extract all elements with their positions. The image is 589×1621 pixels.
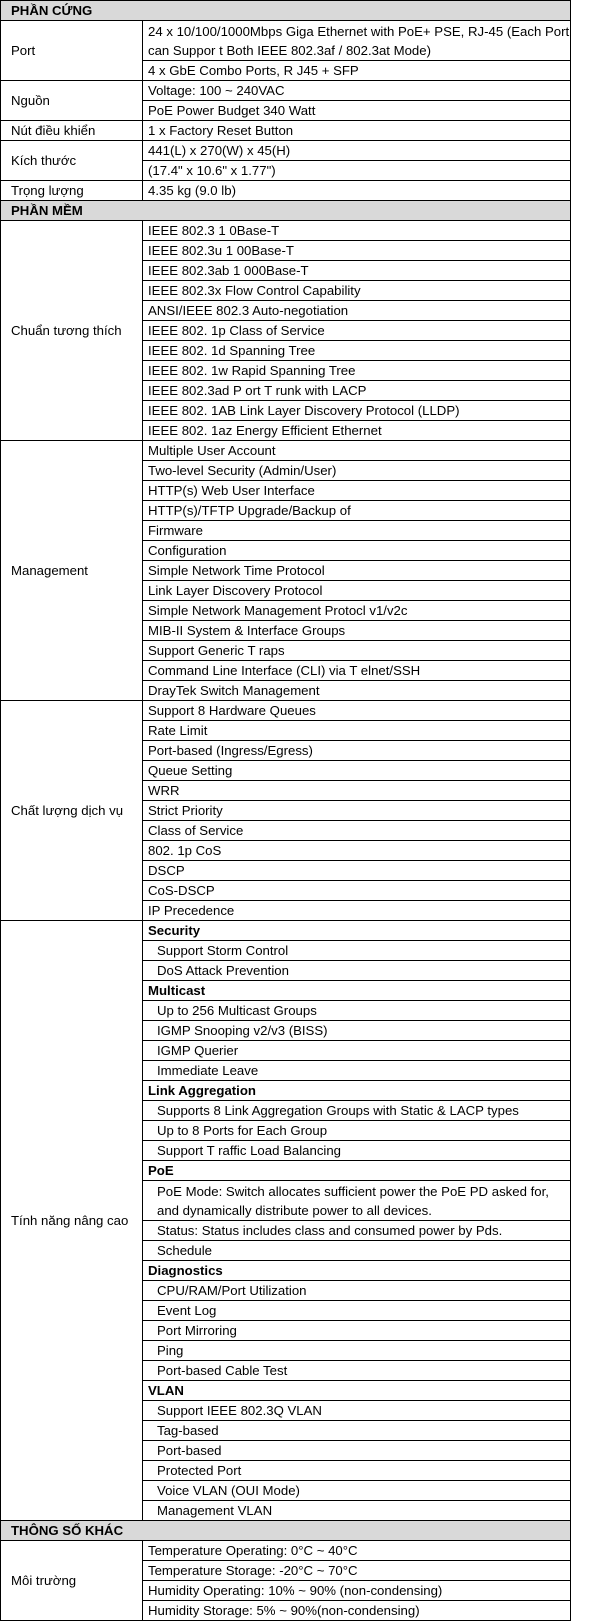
spec-value: IEEE 802. 1az Energy Efficient Ethernet <box>143 421 571 441</box>
spec-value: Event Log <box>143 1301 571 1321</box>
spec-value: Configuration <box>143 541 571 561</box>
spec-value: HTTP(s)/TFTP Upgrade/Backup of <box>143 501 571 521</box>
spec-value: IEEE 802. 1p Class of Service <box>143 321 571 341</box>
spec-value: Humidity Operating: 10% ~ 90% (non-condensing) <box>143 1581 571 1601</box>
spec-value: Support T raffic Load Balancing <box>143 1141 571 1161</box>
spec-value: Status: Status includes class and consumed power by Pds. <box>143 1221 571 1241</box>
spec-value: Queue Setting <box>143 761 571 781</box>
spec-value: 24 x 10/100/1000Mbps Giga Ethernet with PoE+ PSE, RJ-45 (Each Port can Suppor t Both IEEE 802.3af / 802.3at Mode) <box>143 21 571 61</box>
spec-value: 802. 1p CoS <box>143 841 571 861</box>
spec-subheading: Security <box>143 921 571 941</box>
table-row <box>1 181 571 201</box>
spec-value: HTTP(s) Web User Interface <box>143 481 571 501</box>
spec-label: Kích thước <box>1 141 143 181</box>
spec-value: Port-based Cable Test <box>143 1361 571 1381</box>
spec-value: Two-level Security (Admin/User) <box>143 461 571 481</box>
spec-value: MIB-II System & Interface Groups <box>143 621 571 641</box>
spec-value: CoS-DSCP <box>143 881 571 901</box>
table-row <box>1 141 571 161</box>
spec-value: Voice VLAN (OUI Mode) <box>143 1481 571 1501</box>
spec-value: Rate Limit <box>143 721 571 741</box>
spec-label: Trọng lượng <box>1 181 143 201</box>
table-row <box>1 1541 571 1561</box>
table-row <box>1 81 571 101</box>
spec-label: Chất lượng dịch vụ <box>1 701 143 921</box>
section-title: PHẦN MỀM <box>1 201 571 221</box>
spec-value: DoS Attack Prevention <box>143 961 571 981</box>
spec-subheading: VLAN <box>143 1381 571 1401</box>
table-row <box>1 21 571 61</box>
spec-subheading: Link Aggregation <box>143 1081 571 1101</box>
spec-value: Port Mirroring <box>143 1321 571 1341</box>
spec-value: Port-based <box>143 1441 571 1461</box>
section-header-row <box>1 1521 571 1541</box>
table-row <box>1 921 571 941</box>
spec-value: CPU/RAM/Port Utilization <box>143 1281 571 1301</box>
spec-value: Schedule <box>143 1241 571 1261</box>
section-header-row <box>1 201 571 221</box>
spec-value: PoE Mode: Switch allocates sufficient power the PoE PD asked for, and dynamically distribute power to all devices. <box>143 1181 571 1221</box>
spec-value: IEEE 802.3ad P ort T runk with LACP <box>143 381 571 401</box>
spec-value: Voltage: 100 ~ 240VAC <box>143 81 571 101</box>
spec-label: Management <box>1 441 143 701</box>
spec-value: PoE Power Budget 340 Watt <box>143 101 571 121</box>
spec-subheading: Multicast <box>143 981 571 1001</box>
spec-value: IGMP Snooping v2/v3 (BISS) <box>143 1021 571 1041</box>
spec-value: Management VLAN <box>143 1501 571 1521</box>
spec-value: 4.35 kg (9.0 lb) <box>143 181 571 201</box>
spec-value: Firmware <box>143 521 571 541</box>
spec-value: DrayTek Switch Management <box>143 681 571 701</box>
spec-value: Up to 8 Ports for Each Group <box>143 1121 571 1141</box>
spec-value: Humidity Storage: 5% ~ 90%(non-condensing) <box>143 1601 571 1621</box>
spec-value: Support IEEE 802.3Q VLAN <box>143 1401 571 1421</box>
table-row <box>1 701 571 721</box>
spec-value: Simple Network Management Protocl v1/v2c <box>143 601 571 621</box>
spec-value: IGMP Querier <box>143 1041 571 1061</box>
spec-value: IEEE 802.3ab 1 000Base-T <box>143 261 571 281</box>
spec-value: Support Storm Control <box>143 941 571 961</box>
spec-value: Protected Port <box>143 1461 571 1481</box>
spec-value: Multiple User Account <box>143 441 571 461</box>
spec-subheading: PoE <box>143 1161 571 1181</box>
spec-value: 441(L) x 270(W) x 45(H) <box>143 141 571 161</box>
spec-label: Chuẩn tương thích <box>1 221 143 441</box>
spec-value: Strict Priority <box>143 801 571 821</box>
spec-value: Temperature Operating: 0°C ~ 40°C <box>143 1541 571 1561</box>
spec-label: Môi trường <box>1 1541 143 1621</box>
spec-value: Link Layer Discovery Protocol <box>143 581 571 601</box>
spec-label: Tính năng nâng cao <box>1 921 143 1521</box>
spec-label: Nguồn <box>1 81 143 121</box>
spec-table-body <box>1 1 571 1621</box>
spec-subheading: Diagnostics <box>143 1261 571 1281</box>
spec-value: WRR <box>143 781 571 801</box>
spec-value: IEEE 802. 1AB Link Layer Discovery Protocol (LLDP) <box>143 401 571 421</box>
table-row <box>1 121 571 141</box>
spec-value: IP Precedence <box>143 901 571 921</box>
spec-label: Nút điều khiển <box>1 121 143 141</box>
spec-value: Support 8 Hardware Queues <box>143 701 571 721</box>
spec-value: Immediate Leave <box>143 1061 571 1081</box>
spec-value: Supports 8 Link Aggregation Groups with Static & LACP types <box>143 1101 571 1121</box>
spec-value: IEEE 802.3u 1 00Base-T <box>143 241 571 261</box>
spec-label: Port <box>1 21 143 81</box>
spec-value: Temperature Storage: -20°C ~ 70°C <box>143 1561 571 1581</box>
spec-value: Port-based (Ingress/Egress) <box>143 741 571 761</box>
table-row <box>1 221 571 241</box>
spec-value: Up to 256 Multicast Groups <box>143 1001 571 1021</box>
spec-value: IEEE 802.3 1 0Base-T <box>143 221 571 241</box>
spec-value: IEEE 802. 1d Spanning Tree <box>143 341 571 361</box>
spec-value: IEEE 802. 1w Rapid Spanning Tree <box>143 361 571 381</box>
section-title: THÔNG SỐ KHÁC <box>1 1521 571 1541</box>
table-row <box>1 441 571 461</box>
spec-value: 4 x GbE Combo Ports, R J45 + SFP <box>143 61 571 81</box>
spec-value: Command Line Interface (CLI) via T elnet/SSH <box>143 661 571 681</box>
spec-value: Tag-based <box>143 1421 571 1441</box>
spec-value: Simple Network Time Protocol <box>143 561 571 581</box>
spec-value: Ping <box>143 1341 571 1361</box>
spec-value: ANSI/IEEE 802.3 Auto-negotiation <box>143 301 571 321</box>
section-title: PHẦN CỨNG <box>1 1 571 21</box>
spec-value: Class of Service <box>143 821 571 841</box>
section-header-row <box>1 1 571 21</box>
spec-value: Support Generic T raps <box>143 641 571 661</box>
spec-value: DSCP <box>143 861 571 881</box>
spec-value: 1 x Factory Reset Button <box>143 121 571 141</box>
spec-value: (17.4" x 10.6" x 1.77") <box>143 161 571 181</box>
spec-value: IEEE 802.3x Flow Control Capability <box>143 281 571 301</box>
